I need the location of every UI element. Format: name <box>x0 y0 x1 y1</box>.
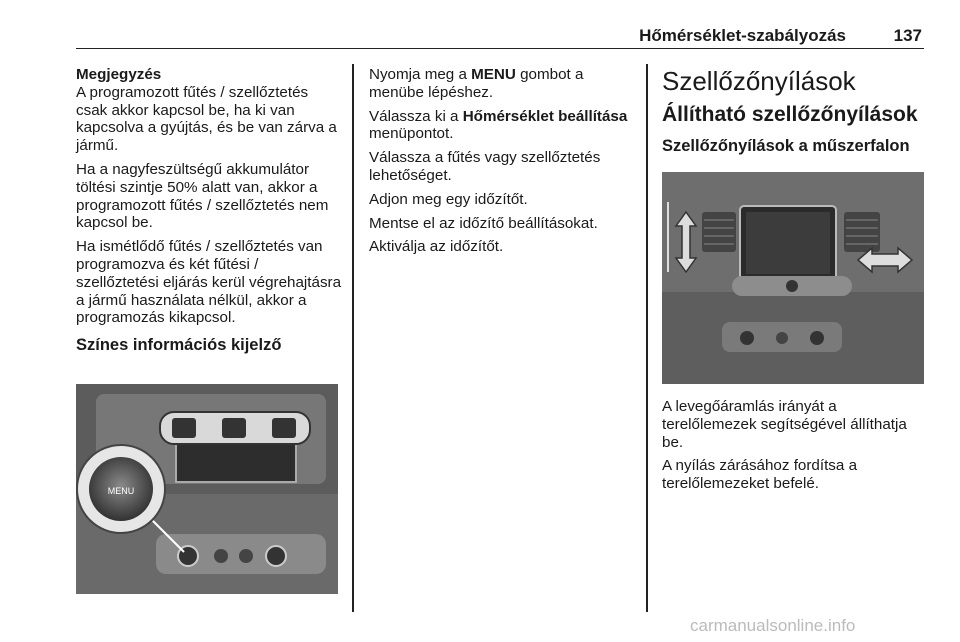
page-header <box>76 22 924 49</box>
dashboard-vents-figure <box>662 172 924 384</box>
paragraph: Válassza ki a Hőmérséklet beállítása menüpontot. <box>369 107 628 143</box>
paragraph: A levegőáramlás irányát a terelőlemezek segítségével állíthatja be. <box>662 398 907 451</box>
column-3 <box>662 66 928 166</box>
paragraph: Adjon meg egy időzítőt. <box>369 190 528 208</box>
page-number: 137 <box>893 26 922 45</box>
section-title: Hőmérséklet-szabályozás <box>639 26 846 45</box>
paragraph: Aktiválja az időzítőt. <box>369 238 504 256</box>
column-3-text <box>662 398 928 499</box>
watermark: carmanualsonline.info <box>690 616 856 635</box>
menu-keyword: MENU <box>471 66 516 83</box>
section-heading: Színes információs kijelző <box>76 336 282 355</box>
dashboard-menu-figure <box>76 384 338 594</box>
paragraph: Válassza a fűtés vagy szellőztetés lehetőséget. <box>369 149 601 184</box>
note-title: Megjegyzés <box>76 66 162 83</box>
paragraph: Ha ismétlődő fűtés / szellőztetés van programozva és két fűtési / szellőztetési eljárás kerül végrehajtásra a jármű használata nélkül, akkor a programozás kikapcsol. <box>76 238 342 327</box>
paragraph: Nyomja meg a MENU gombot a menübe lépéshez. <box>369 66 584 101</box>
menu-item-keyword: Hőmérséklet beállítása <box>462 107 628 125</box>
column-1 <box>76 66 342 363</box>
heading-level-1: Szellőzőnyílások <box>662 66 856 96</box>
heading-level-2: Állítható szellőzőnyílások <box>662 103 918 126</box>
column-divider <box>646 64 648 612</box>
heading-level-3: Szellőzőnyílások a műszerfalon <box>662 137 910 155</box>
menu-knob-label: MENU <box>107 486 135 496</box>
paragraph: A nyílás zárásához fordítsa a terelőlemezeket befelé. <box>662 457 858 493</box>
paragraph: Ha a nagyfeszültségű akkumulátor töltési szintje 50% alatt van, akkor a programozott fűtés / szellőztetés nem kapcsol be. <box>76 160 329 232</box>
paragraph: Mentse el az időzítő beállításokat. <box>369 214 598 232</box>
note-paragraph: A programozott fűtés / szellőztetés csak akkor kapcsol be, ha ki van kapcsolva a gyújtás, és be van zárva a jármű. <box>76 83 337 155</box>
column-divider <box>352 64 354 612</box>
column-2 <box>369 66 635 262</box>
